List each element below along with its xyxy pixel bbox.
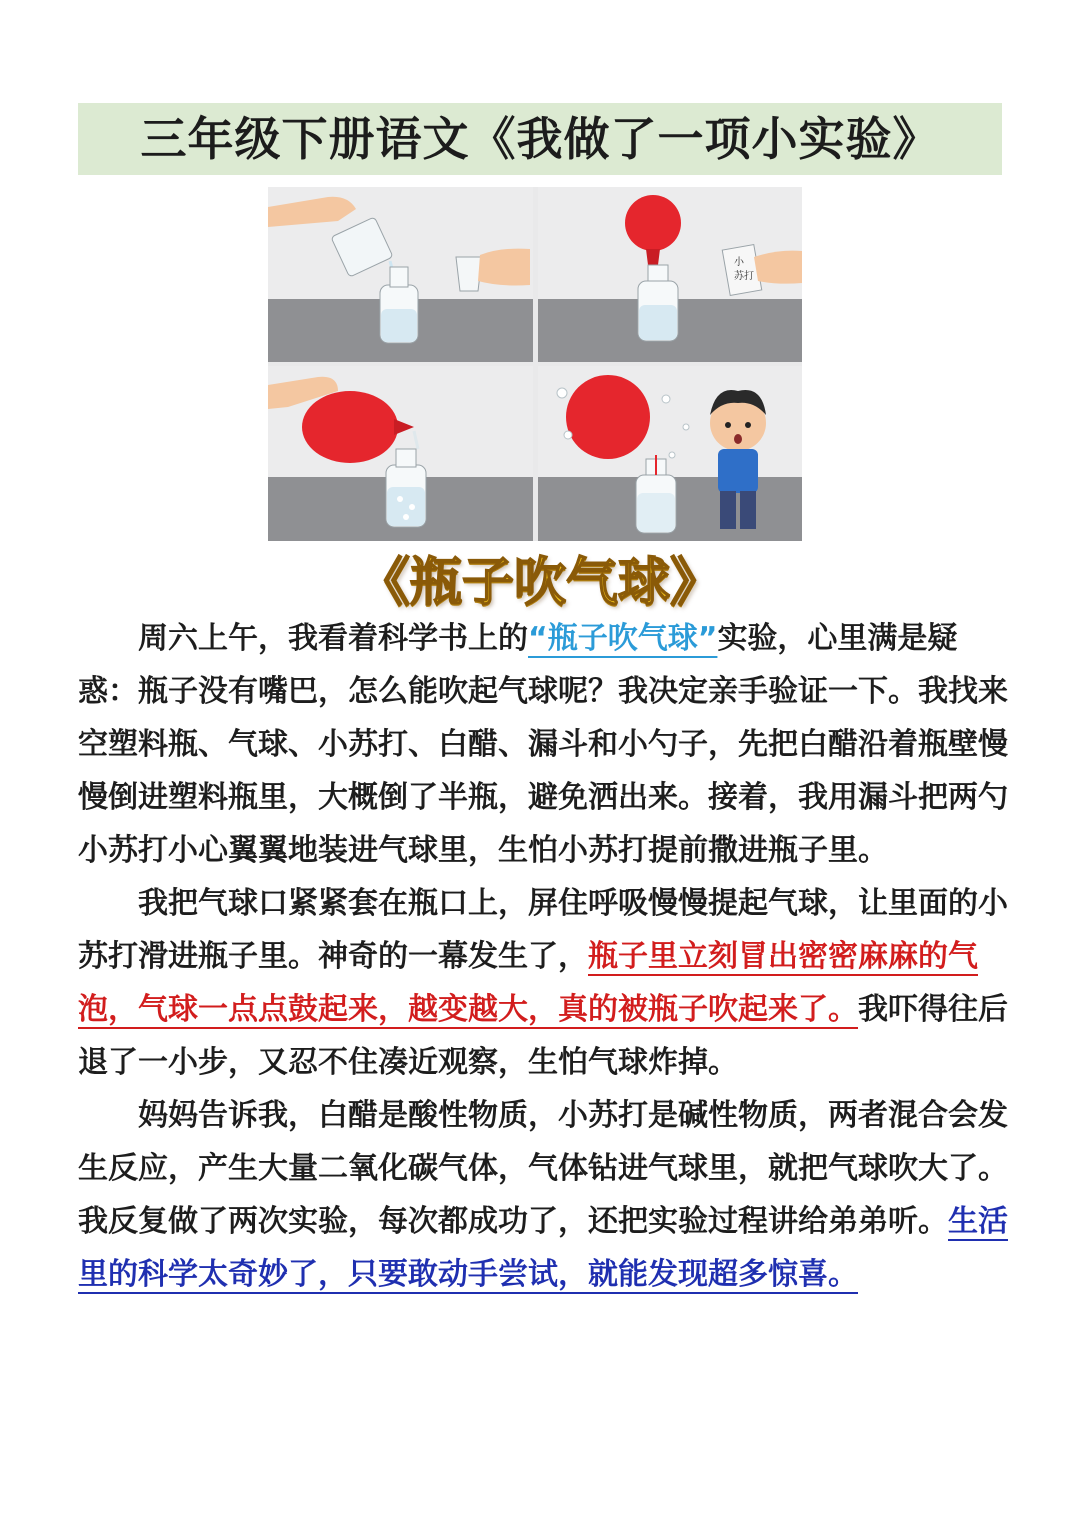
story-body xyxy=(78,612,1008,1301)
experiment-illustration xyxy=(268,187,802,541)
soda-packet-label-2: 苏打 xyxy=(734,271,754,282)
story-title: 《瓶子吹气球》 xyxy=(357,553,722,613)
highlight-reaction: 瓶子里立刻冒出密密麻麻的气泡，气球一点点鼓起来，越变越大，真的被瓶子吹起来了。 xyxy=(78,939,978,1027)
highlight-conclusion: 生活里的科学太奇妙了，只要敢动手尝试，就能发现超多惊喜。 xyxy=(78,1204,1008,1292)
page-title: 三年级下册语文《我做了一项小实验》 xyxy=(140,112,940,166)
soda-packet-label-1: 小 xyxy=(734,257,744,268)
paragraph-3: 妈妈告诉我，白醋是酸性物质，小苏打是碱性物质，两者混合会发生反应，产生大量二氧化碳气体，气体钻进气球里，就把气球吹大了。我反复做了两次实验，每次都成功了，还把实验过程讲给弟弟听。生活里的科学太奇妙了，只要敢动手尝试，就能发现超多惊喜。 xyxy=(78,1098,1008,1292)
paragraph-2: 我把气球口紧紧套在瓶口上，屏住呼吸慢慢提起气球，让里面的小苏打滑进瓶子里。神奇的一幕发生了，瓶子里立刻冒出密密麻麻的气泡，气球一点点鼓起来，越变越大，真的被瓶子吹起来了。我吓得往后退了一小步，又忍不住凑近观察，生怕气球炸掉。 xyxy=(78,886,1008,1080)
paragraph-1: 周六上午，我看着科学书上的“瓶子吹气球”实验，心里满是疑惑：瓶子没有嘴巴，怎么能吹起气球呢？我决定亲手验证一下。我找来空塑料瓶、气球、小苏打、白醋、漏斗和小勺子，先把白醋沿着瓶壁慢慢倒进塑料瓶里，大概倒了半瓶，避免洒出来。接着，我用漏斗把两勺小苏打小心翼翼地装进气球里，生怕小苏打提前撒进瓶子里。 xyxy=(78,621,1008,868)
highlight-experiment-name: “瓶子吹气球” xyxy=(528,621,718,656)
